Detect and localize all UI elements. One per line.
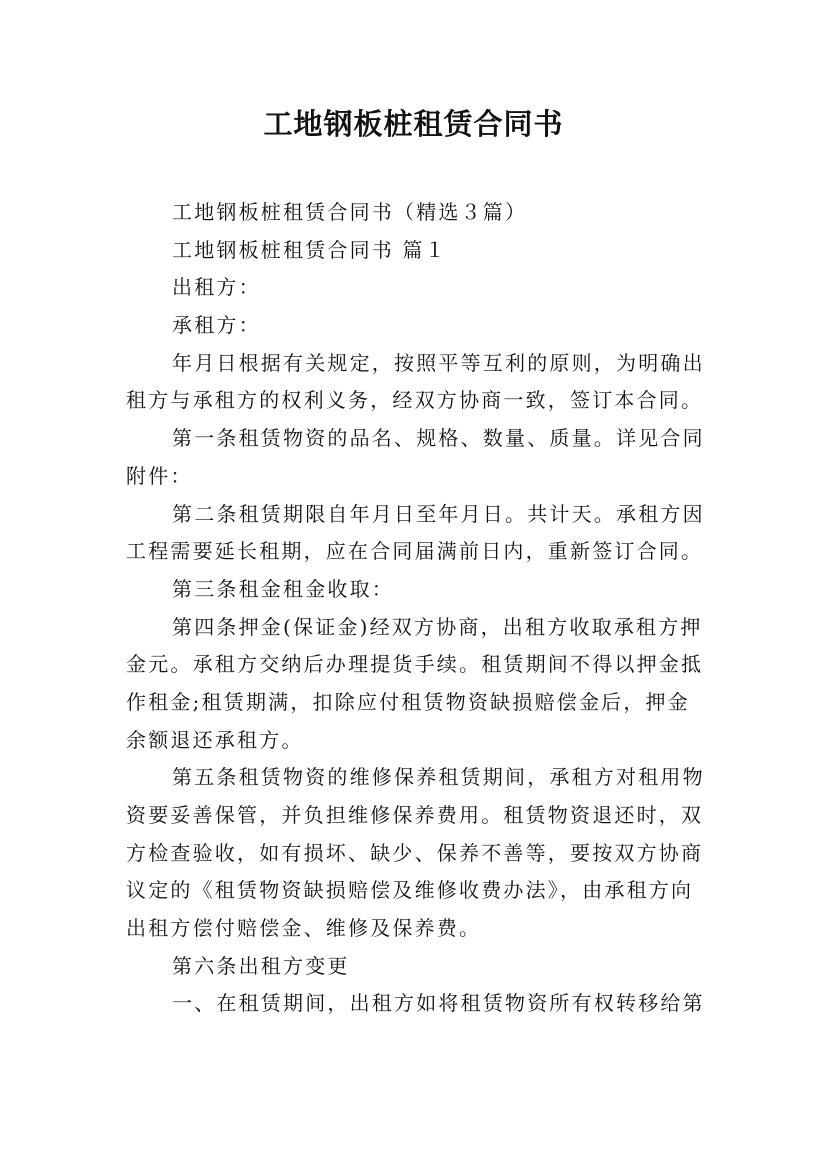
document-title: 工地钢板桩租赁合同书 <box>263 107 564 141</box>
text-line: 工程需要延长租期，应在合同届满前日内，重新签订合同。 <box>126 539 704 564</box>
text-line: 金元。承租方交纳后办理提货手续。租赁期间不得以押金抵 <box>126 652 704 677</box>
text-line: 出租方： <box>172 275 261 300</box>
text-line: 工地钢板桩租赁合同书 篇１ <box>172 237 447 262</box>
text-line: 租方与承租方的权利义务，经双方协商一致，签订本合同。 <box>126 388 704 413</box>
document-body <box>126 194 706 1023</box>
text-line: 第一条租赁物资的品名、规格、数量、质量。详见合同 <box>172 426 705 451</box>
text-line: 承租方： <box>172 313 261 338</box>
text-line: 年月日根据有关规定，按照平等互利的原则，为明确出 <box>172 350 705 375</box>
text-line: 第四条押金(保证金)经双方协商，出租方收取承租方押 <box>172 614 703 639</box>
text-line: 余额退还承租方。 <box>126 727 304 752</box>
text-line: 一、在租赁期间，出租方如将租赁物资所有权转移给第 <box>172 991 705 1016</box>
text-line: 出租方偿付赔偿金、维修及保养费。 <box>126 916 482 941</box>
text-line: 方检查验收，如有损坏、缺少、保养不善等，要按双方协商 <box>126 840 704 865</box>
text-line: 第三条租金租金收取： <box>172 576 394 601</box>
text-line: 附件： <box>126 463 193 488</box>
text-line: 工地钢板桩租赁合同书（精选３篇） <box>172 200 528 224</box>
text-line: 议定的《租赁物资缺损赔偿及维修收费办法》，由承租方向 <box>126 878 694 903</box>
text-line: 资要妥善保管，并负担维修保养费用。租赁物资退还时，双 <box>126 803 704 827</box>
text-line: 第六条出租方变更 <box>172 953 350 978</box>
text-line: 第五条租赁物资的维修保养租赁期间，承租方对租用物 <box>172 765 705 790</box>
text-line: 第二条租赁期限自年月日至年月日。共计天。承租方因 <box>172 501 705 526</box>
text-line: 作租金;租赁期满，扣除应付租赁物资缺损赔偿金后，押金 <box>126 689 690 714</box>
